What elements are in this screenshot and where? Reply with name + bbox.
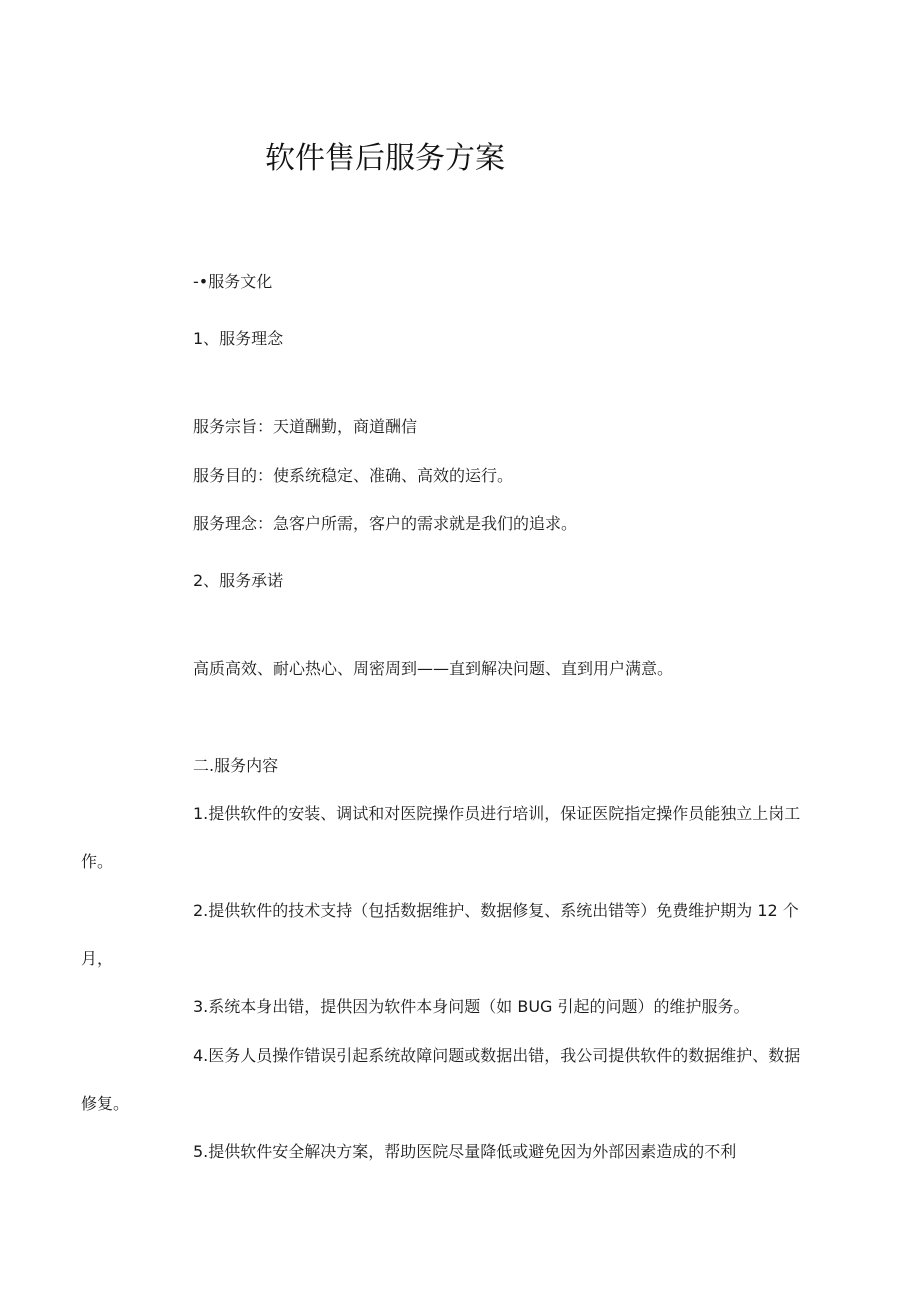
- page-title: 软件售后服务方案: [265, 141, 505, 176]
- paragraph-service-purpose: 服务宗旨：天道酬勤，商道酬信: [193, 417, 418, 436]
- list-item-continuation: 月，: [81, 949, 114, 968]
- subsection-heading-service-concept: 1、服务理念: [193, 329, 284, 348]
- subsection-heading-service-promise: 2、服务承诺: [193, 571, 284, 590]
- paragraph-service-goal: 服务目的：使系统稳定、准确、高效的运行。: [193, 466, 514, 485]
- paragraph-service-idea: 服务理念：急客户所需，客户的需求就是我们的追求。: [193, 514, 578, 533]
- list-item: 4.医务人员操作错误引起系统故障问题或数据出错，我公司提供软件的数据维护、数据: [193, 1046, 801, 1065]
- list-item-continuation: 修复。: [81, 1094, 130, 1113]
- section-heading-service-culture: -•服务文化: [193, 272, 273, 291]
- list-item: 2.提供软件的技术支持（包括数据维护、数据修复、系统出错等）免费维护期为 12 个: [193, 901, 799, 920]
- list-item: 1.提供软件的安装、调试和对医院操作员进行培训，保证医院指定操作员能独立上岗工: [193, 804, 801, 823]
- list-item-continuation: 作。: [81, 852, 114, 871]
- list-item: 5.提供软件安全解决方案，帮助医院尽量降低或避免因为外部因素造成的不利: [193, 1142, 737, 1161]
- section-heading-service-content: 二.服务内容: [193, 756, 279, 775]
- paragraph-service-promise: 高质高效、耐心热心、周密周到——直到解决问题、直到用户满意。: [193, 659, 674, 678]
- list-item: 3.系统本身出错，提供因为软件本身问题（如 BUG 引起的问题）的维护服务。: [193, 997, 750, 1016]
